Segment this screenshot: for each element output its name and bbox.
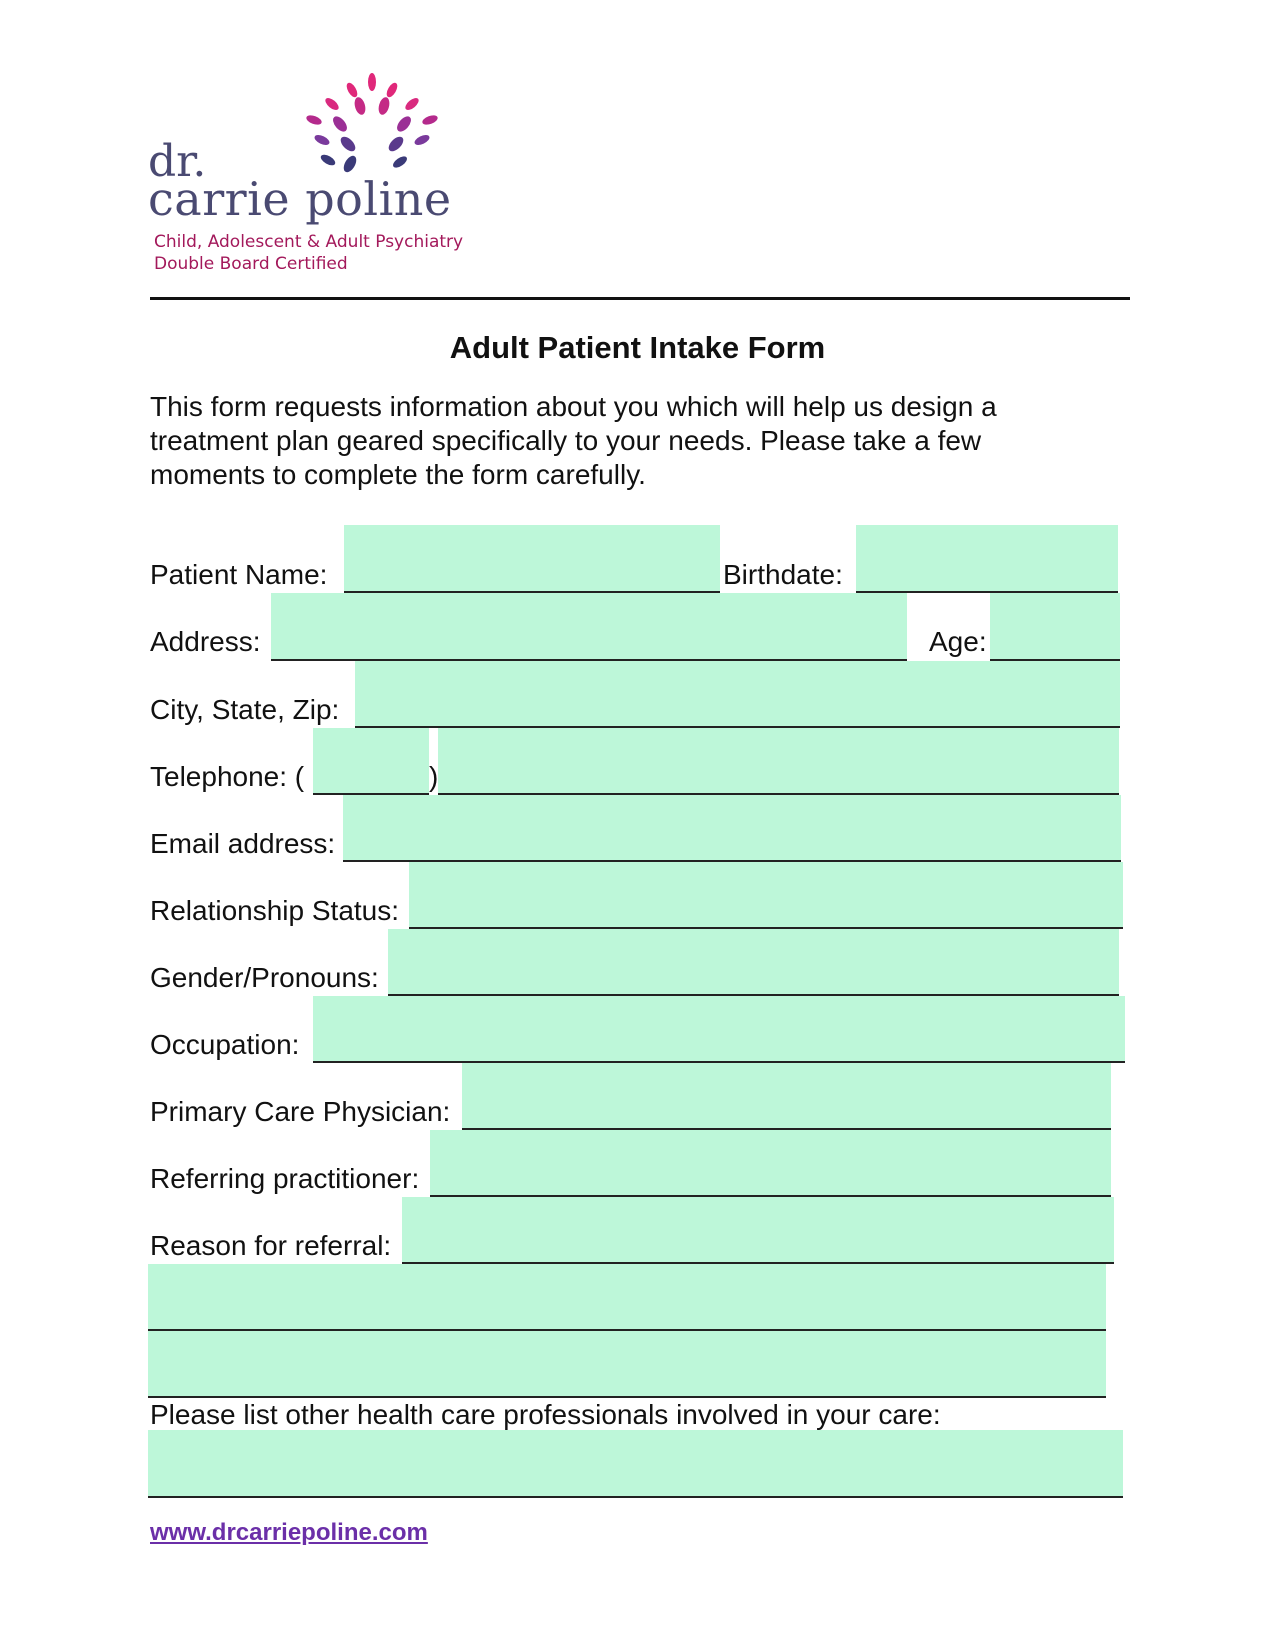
age-label: Age: [929,626,987,657]
patient-name-field[interactable] [344,525,720,593]
city-state-zip-label: City, State, Zip: [150,694,340,725]
primary-care-physician-label: Primary Care Physician: [150,1096,451,1127]
logo-leaves [305,73,439,174]
birthdate-label: Birthdate: [723,559,843,590]
reason-for-referral-line-3[interactable] [148,1331,1106,1398]
relationship-status-field[interactable] [409,862,1123,929]
email-field[interactable] [343,795,1121,862]
logo-tagline: Child, Adolescent & Adult Psychiatry [154,232,464,252]
logo-certification: Double Board Certified [154,254,348,274]
form-title: Adult Patient Intake Form [449,330,826,365]
reason-for-referral-line-2[interactable] [148,1264,1106,1331]
telephone-close-paren: ) [429,761,439,792]
other-professionals-label: Please list other health care professionals involved in your care: [150,1399,941,1430]
form-intro: This form requests information about you which will help us design a treatment plan geared specifically to your needs. Please take a few moments to complete the form carefully. [150,391,997,490]
occupation-label: Occupation: [150,1029,300,1060]
gender-pronouns-label: Gender/Pronouns: [150,962,379,993]
reason-for-referral-field[interactable] [402,1197,1114,1264]
other-professionals-field[interactable] [148,1430,1123,1498]
referring-practitioner-label: Referring practitioner: [150,1163,420,1194]
birthdate-field[interactable] [856,525,1118,593]
gender-pronouns-field[interactable] [388,929,1119,996]
address-field[interactable] [271,593,907,661]
area-code-field[interactable] [313,728,429,795]
logo-tree-icon [300,72,450,182]
patient-name-label: Patient Name: [150,559,328,590]
website-link[interactable]: www.drcarriepoline.com [150,1519,428,1546]
reason-for-referral-label: Reason for referral: [150,1230,392,1261]
telephone-label: Telephone: ( [150,761,305,792]
primary-care-physician-field[interactable] [462,1063,1111,1130]
relationship-status-label: Relationship Status: [150,895,400,926]
email-label: Email address: [150,828,336,859]
header-divider [150,297,1130,300]
logo-text-name: carrie poline [148,172,452,226]
address-label: Address: [150,626,261,657]
occupation-field[interactable] [313,996,1125,1063]
telephone-field[interactable] [438,728,1119,795]
city-state-zip-field[interactable] [355,661,1120,728]
referring-practitioner-field[interactable] [430,1130,1111,1197]
logo-text-dr: dr. [148,136,207,187]
age-field[interactable] [990,593,1120,661]
